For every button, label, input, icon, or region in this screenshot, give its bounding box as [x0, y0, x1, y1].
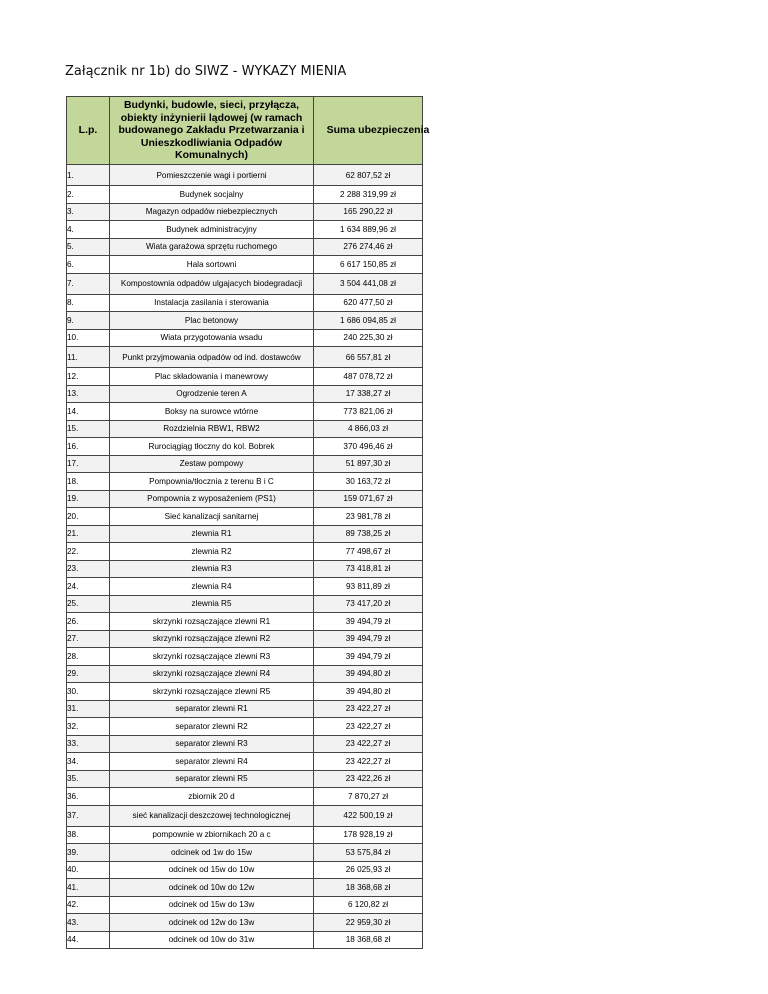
table-row	[67, 186, 423, 204]
row-object-name: Zestaw pompowy	[110, 455, 314, 473]
row-insured-sum: 276 274,46 zł	[314, 238, 423, 256]
table-row	[67, 788, 423, 806]
row-object-name: Plac betonowy	[110, 312, 314, 330]
row-lp: 36.	[67, 788, 110, 806]
row-object-name: odcinek od 10w do 12w	[110, 879, 314, 897]
table-row	[67, 683, 423, 701]
table-row	[67, 805, 423, 826]
row-lp: 5.	[67, 238, 110, 256]
row-object-name: Magazyn odpadów niebezpiecznych	[110, 203, 314, 221]
row-insured-sum: 6 617 150,85 zł	[314, 256, 423, 274]
table-row	[67, 385, 423, 403]
row-object-name: Ogrodzenie teren A	[110, 385, 314, 403]
row-object-name: separator zlewni R5	[110, 770, 314, 788]
row-lp: 34.	[67, 753, 110, 771]
row-object-name: Wiata garażowa sprzętu ruchomego	[110, 238, 314, 256]
table-row	[67, 525, 423, 543]
row-lp: 6.	[67, 256, 110, 274]
row-insured-sum: 18 368,68 zł	[314, 879, 423, 897]
row-object-name: zlewnia R3	[110, 560, 314, 578]
table-row	[67, 718, 423, 736]
row-insured-sum: 23 981,78 zł	[314, 508, 423, 526]
row-lp: 30.	[67, 683, 110, 701]
row-insured-sum: 30 163,72 zł	[314, 473, 423, 491]
row-object-name: Boksy na surowce wtórne	[110, 403, 314, 421]
row-insured-sum: 73 417,20 zł	[314, 595, 423, 613]
row-lp: 40.	[67, 861, 110, 879]
row-insured-sum: 620 477,50 zł	[314, 294, 423, 312]
table-row	[67, 221, 423, 239]
row-insured-sum: 370 496,46 zł	[314, 438, 423, 456]
row-lp: 23.	[67, 560, 110, 578]
row-lp: 35.	[67, 770, 110, 788]
table-row	[67, 165, 423, 186]
row-lp: 13.	[67, 385, 110, 403]
row-lp: 14.	[67, 403, 110, 421]
row-object-name: sieć kanalizacji deszczowej technologicznej	[110, 805, 314, 826]
row-object-name: Hala sortowni	[110, 256, 314, 274]
row-insured-sum: 23 422,27 zł	[314, 700, 423, 718]
row-lp: 44.	[67, 931, 110, 949]
row-object-name: zlewnia R4	[110, 578, 314, 596]
row-insured-sum: 62 807,52 zł	[314, 165, 423, 186]
row-object-name: Pomieszczenie wagi i portierni	[110, 165, 314, 186]
table-row	[67, 329, 423, 347]
table-row	[67, 844, 423, 862]
row-lp: 7.	[67, 273, 110, 294]
row-insured-sum: 66 557,81 zł	[314, 347, 423, 368]
row-object-name: skrzynki rozsączające zlewni R5	[110, 683, 314, 701]
property-list-table	[66, 96, 430, 949]
row-insured-sum: 7 870,27 zł	[314, 788, 423, 806]
table-row	[67, 543, 423, 561]
row-lp: 38.	[67, 826, 110, 844]
table-row	[67, 438, 423, 456]
row-lp: 33.	[67, 735, 110, 753]
row-insured-sum: 6 120,82 zł	[314, 896, 423, 914]
row-insured-sum: 178 928,19 zł	[314, 826, 423, 844]
row-lp: 20.	[67, 508, 110, 526]
row-lp: 28.	[67, 648, 110, 666]
row-insured-sum: 77 498,67 zł	[314, 543, 423, 561]
row-lp: 31.	[67, 700, 110, 718]
table-row	[67, 735, 423, 753]
row-insured-sum: 422 500,19 zł	[314, 805, 423, 826]
row-object-name: zbiornik 20 d	[110, 788, 314, 806]
table-row	[67, 256, 423, 274]
table-row	[67, 665, 423, 683]
row-lp: 42.	[67, 896, 110, 914]
row-insured-sum: 23 422,27 zł	[314, 735, 423, 753]
row-insured-sum: 39 494,79 zł	[314, 613, 423, 631]
row-insured-sum: 39 494,80 zł	[314, 665, 423, 683]
table-body	[67, 165, 423, 949]
header-lp: L.p.	[67, 97, 110, 165]
row-lp: 21.	[67, 525, 110, 543]
row-lp: 2.	[67, 186, 110, 204]
row-lp: 10.	[67, 329, 110, 347]
row-insured-sum: 4 866,03 zł	[314, 420, 423, 438]
row-lp: 9.	[67, 312, 110, 330]
row-lp: 15.	[67, 420, 110, 438]
row-insured-sum: 1 686 094,85 zł	[314, 312, 423, 330]
row-insured-sum: 39 494,80 zł	[314, 683, 423, 701]
document-title: Załącznik nr 1b) do SIWZ - WYKAZY MIENIA	[65, 64, 347, 79]
row-lp: 29.	[67, 665, 110, 683]
row-insured-sum: 17 338,27 zł	[314, 385, 423, 403]
row-object-name: separator zlewni R2	[110, 718, 314, 736]
row-insured-sum: 39 494,79 zł	[314, 648, 423, 666]
table-row	[67, 294, 423, 312]
table-row	[67, 753, 423, 771]
table-row	[67, 312, 423, 330]
row-insured-sum: 22 959,30 zł	[314, 914, 423, 932]
table-row	[67, 203, 423, 221]
row-insured-sum: 73 418,81 zł	[314, 560, 423, 578]
row-insured-sum: 39 494,79 zł	[314, 630, 423, 648]
row-lp: 17.	[67, 455, 110, 473]
row-lp: 11.	[67, 347, 110, 368]
row-insured-sum: 1 634 889,96 zł	[314, 221, 423, 239]
row-object-name: Plac składowania i manewrowy	[110, 368, 314, 386]
row-insured-sum: 165 290,22 zł	[314, 203, 423, 221]
row-insured-sum: 487 078,72 zł	[314, 368, 423, 386]
row-lp: 27.	[67, 630, 110, 648]
table-row	[67, 490, 423, 508]
row-object-name: zlewnia R2	[110, 543, 314, 561]
row-object-name: Punkt przyjmowania odpadów od ind. dostawców	[110, 347, 314, 368]
table-row	[67, 700, 423, 718]
row-object-name: odcinek od 1w do 15w	[110, 844, 314, 862]
row-object-name: Pompownia/tłocznia z terenu B i C	[110, 473, 314, 491]
row-object-name: odcinek od 10w do 31w	[110, 931, 314, 949]
row-lp: 18.	[67, 473, 110, 491]
table-row	[67, 630, 423, 648]
row-lp: 43.	[67, 914, 110, 932]
row-object-name: Kompostownia odpadów ulgajacych biodegradacji	[110, 273, 314, 294]
table-row	[67, 896, 423, 914]
table-row	[67, 368, 423, 386]
row-insured-sum: 23 422,27 zł	[314, 718, 423, 736]
table-row	[67, 861, 423, 879]
row-lp: 19.	[67, 490, 110, 508]
table-row	[67, 595, 423, 613]
row-lp: 1.	[67, 165, 110, 186]
row-object-name: Rozdzielnia RBW1, RBW2	[110, 420, 314, 438]
table-row	[67, 403, 423, 421]
row-object-name: Pompownia z wyposażeniem (PS1)	[110, 490, 314, 508]
row-lp: 32.	[67, 718, 110, 736]
table-row	[67, 879, 423, 897]
table-row	[67, 914, 423, 932]
row-object-name: skrzynki rozsączające zlewni R4	[110, 665, 314, 683]
table-row	[67, 347, 423, 368]
row-object-name: Budynek socjalny	[110, 186, 314, 204]
row-insured-sum: 3 504 441,08 zł	[314, 273, 423, 294]
row-object-name: Instalacja zasilania i sterowania	[110, 294, 314, 312]
row-object-name: zlewnia R5	[110, 595, 314, 613]
row-insured-sum: 18 368,68 zł	[314, 931, 423, 949]
row-object-name: skrzynki rozsączające zlewni R2	[110, 630, 314, 648]
table-row	[67, 238, 423, 256]
row-lp: 4.	[67, 221, 110, 239]
row-object-name: odcinek od 15w do 10w	[110, 861, 314, 879]
table-row	[67, 613, 423, 631]
table-row	[67, 931, 423, 949]
row-object-name: odcinek od 15w do 13w	[110, 896, 314, 914]
header-insured-sum	[314, 97, 430, 165]
row-insured-sum: 240 225,30 zł	[314, 329, 423, 347]
table-row	[67, 560, 423, 578]
table-row	[67, 455, 423, 473]
row-insured-sum: 773 821,06 zł	[314, 403, 423, 421]
row-lp: 16.	[67, 438, 110, 456]
row-object-name: separator zlewni R1	[110, 700, 314, 718]
row-insured-sum: 53 575,84 zł	[314, 844, 423, 862]
table-row	[67, 578, 423, 596]
row-object-name: Sieć kanalizacji sanitarnej	[110, 508, 314, 526]
row-lp: 25.	[67, 595, 110, 613]
table-row	[67, 648, 423, 666]
row-object-name: Budynek administracyjny	[110, 221, 314, 239]
row-lp: 12.	[67, 368, 110, 386]
row-lp: 24.	[67, 578, 110, 596]
row-lp: 41.	[67, 879, 110, 897]
row-insured-sum: 89 738,25 zł	[314, 525, 423, 543]
header-insured-sum-label: Suma ubezpieczenia	[326, 124, 430, 137]
row-lp: 22.	[67, 543, 110, 561]
row-insured-sum: 23 422,27 zł	[314, 753, 423, 771]
table-row	[67, 420, 423, 438]
row-object-name: Rurociągiąg tłoczny do kol. Bobrek	[110, 438, 314, 456]
row-lp: 8.	[67, 294, 110, 312]
row-insured-sum: 2 288 319,99 zł	[314, 186, 423, 204]
row-insured-sum: 26 025,93 zł	[314, 861, 423, 879]
row-lp: 39.	[67, 844, 110, 862]
row-object-name: Wiata przygotowania wsadu	[110, 329, 314, 347]
row-object-name: odcinek od 12w do 13w	[110, 914, 314, 932]
table-row	[67, 508, 423, 526]
table-row	[67, 826, 423, 844]
row-lp: 26.	[67, 613, 110, 631]
row-object-name: skrzynki rozsączające zlewni R1	[110, 613, 314, 631]
table-header-row	[67, 97, 423, 165]
row-insured-sum: 51 897,30 zł	[314, 455, 423, 473]
row-insured-sum: 93 811,89 zł	[314, 578, 423, 596]
row-insured-sum: 159 071,67 zł	[314, 490, 423, 508]
table-row	[67, 473, 423, 491]
table-row	[67, 273, 423, 294]
row-lp: 37.	[67, 805, 110, 826]
row-object-name: pompownie w zbiornikach 20 a c	[110, 826, 314, 844]
row-insured-sum: 23 422,26 zł	[314, 770, 423, 788]
table-row	[67, 770, 423, 788]
row-lp: 3.	[67, 203, 110, 221]
row-object-name: zlewnia R1	[110, 525, 314, 543]
row-object-name: skrzynki rozsączające zlewni R3	[110, 648, 314, 666]
row-object-name: separator zlewni R3	[110, 735, 314, 753]
row-object-name: separator zlewni R4	[110, 753, 314, 771]
header-object-name: Budynki, budowle, sieci, przyłącza, obiekty inżynierii lądowej (w ramach budowanego Zakładu Przetwarzania i Unieszkodliwiania Odpadów Komunalnych)	[110, 97, 314, 165]
